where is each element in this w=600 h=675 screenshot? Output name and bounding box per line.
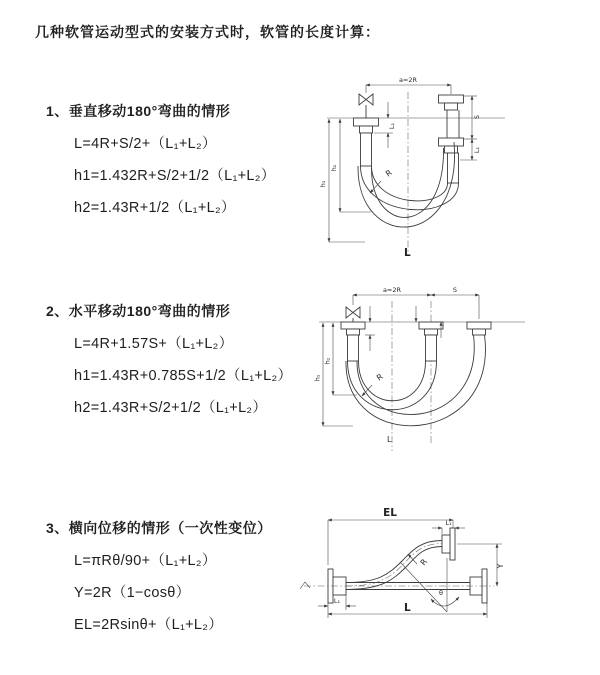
dim-label-radius: R	[418, 557, 430, 568]
dimension-length	[328, 602, 487, 618]
dimension-fitting-top	[432, 519, 465, 534]
formula-length: L=4R+1.57S+（L₁+L₂）	[74, 336, 234, 352]
right-pipe-fitting-upper	[439, 95, 464, 138]
section-lateral-displacement	[46, 518, 326, 634]
dim-label-s: S	[452, 286, 458, 294]
dim-label-y: Y	[496, 563, 505, 569]
dim-label-h1: h₁	[313, 374, 322, 382]
dim-label-theta: θ	[439, 589, 443, 597]
section-vertical-movement	[46, 101, 326, 217]
dim-label-l1-bottom: L₁	[333, 597, 341, 605]
dim-label-a2r: a=2R	[398, 76, 418, 84]
diagram-lateral-displacement	[296, 500, 571, 652]
dim-label-length: L	[404, 247, 411, 259]
formula-h1: h1=1.43R+0.785S+1/2（L₁+L₂）	[74, 368, 293, 384]
page-title: 几种软管运动型式的安装方式时，软管的长度计算：	[35, 24, 380, 40]
formula-length: L=πRθ/90+（L₁+L₂）	[74, 553, 217, 569]
hose-u-bends	[346, 335, 485, 426]
left-pipe-fitting	[354, 118, 379, 166]
dim-label-h2: h₂	[330, 164, 338, 172]
dimension-stroke-s	[460, 96, 481, 160]
diagram-vertical-180-bend	[313, 72, 531, 264]
formula-h1: h1=1.432R+S/2+1/2（L₁+L₂）	[74, 168, 276, 184]
dim-label-l1-right: L₁	[473, 146, 481, 154]
section-3-heading: 3、横向位移的情形（一次性变位）	[46, 520, 272, 536]
dim-label-l1-left: L₁	[388, 122, 396, 130]
section-2-heading: 2、水平移动180°弯曲的情形	[46, 303, 231, 319]
valve-icon	[346, 307, 360, 322]
right-pipe-fitting	[467, 322, 491, 335]
dimension-span	[366, 76, 451, 94]
dim-label-s: S	[473, 114, 481, 120]
upper-flange	[442, 528, 455, 560]
formula-el: EL=2Rsinθ+（L₁+L₂）	[74, 617, 224, 633]
dim-label-radius: R	[374, 372, 385, 383]
section-1-heading: 1、垂直移动180°弯曲的情形	[46, 103, 231, 119]
dimension-radius	[362, 372, 385, 396]
dimension-fitting-bottom	[318, 595, 356, 610]
dim-label-el: EL	[383, 507, 397, 519]
section-horizontal-movement	[46, 301, 326, 417]
left-pipe-fitting	[341, 322, 365, 361]
formula-h2: h2=1.43R+1/2（L₁+L₂）	[74, 200, 236, 216]
middle-pipe-fitting	[419, 322, 443, 361]
dim-label-radius: R	[383, 168, 394, 179]
formula-length: L=4R+S/2+（L₁+L₂）	[74, 136, 217, 152]
valve-icon	[359, 94, 373, 118]
dimension-radius	[408, 554, 429, 567]
dim-label-a2r: a=2R	[382, 286, 402, 294]
dim-label-length: L	[404, 602, 411, 614]
formula-h2: h2=1.43R+S/2+1/2（L₁+L₂）	[74, 400, 268, 416]
dim-label-h2: h₂	[323, 357, 332, 365]
formula-y: Y=2R（1−cosθ）	[74, 585, 191, 601]
dimension-h1	[319, 119, 365, 242]
dim-label-length: L	[387, 435, 392, 444]
right-pipe-fitting-lower	[439, 138, 464, 183]
dimension-el	[328, 507, 453, 568]
diagram-horizontal-180-bend	[313, 283, 531, 461]
dim-label-l1-top: L₁	[445, 519, 452, 527]
dim-label-h1: h₁	[319, 180, 327, 188]
